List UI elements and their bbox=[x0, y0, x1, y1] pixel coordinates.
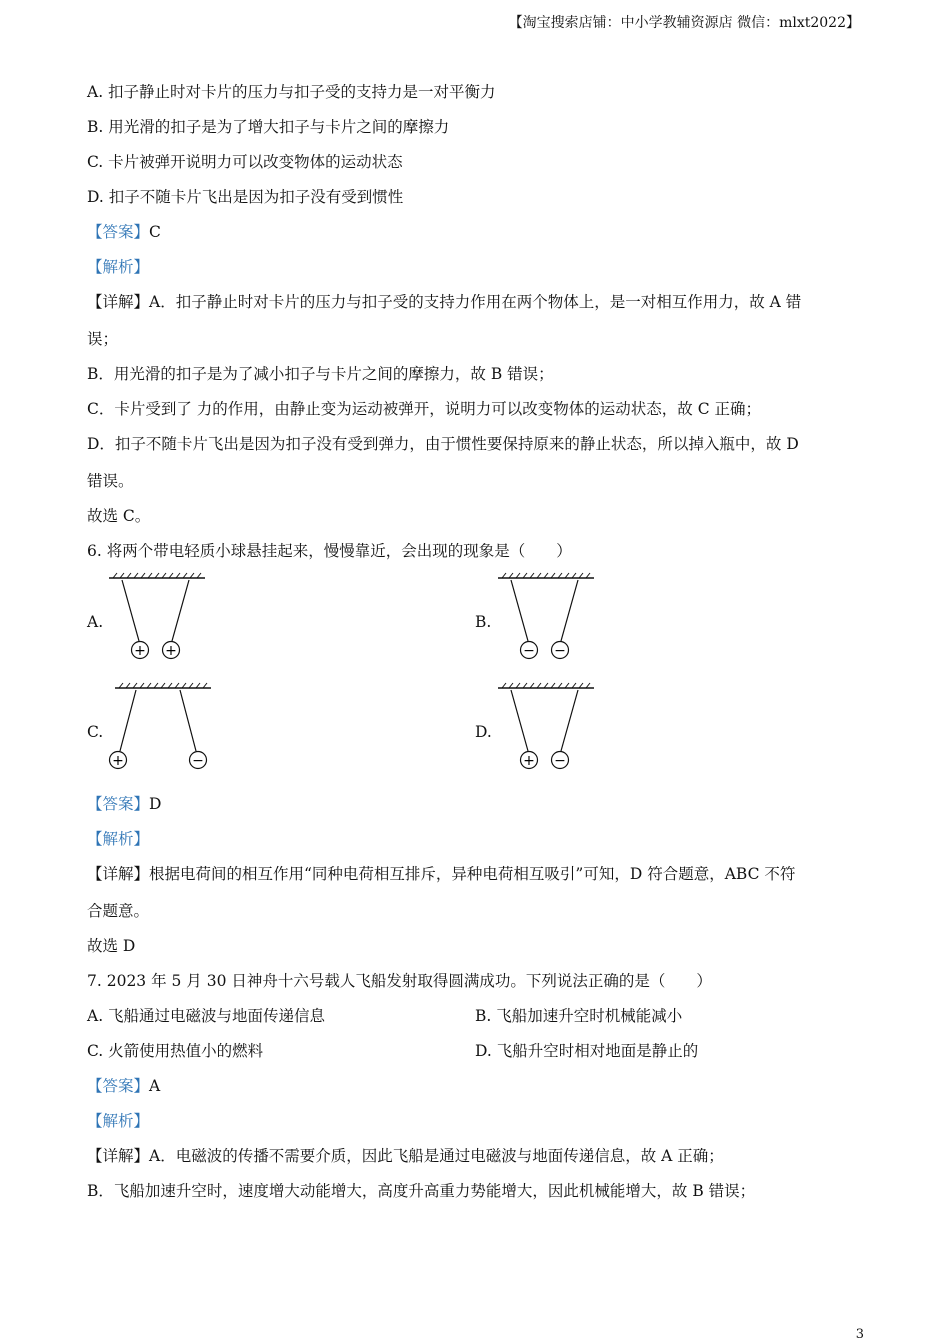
answer-tag: 【答案】 bbox=[87, 1077, 150, 1095]
page-number: 3 bbox=[855, 1327, 864, 1342]
q7-option-a: A. 飞船通过电磁波与地面传递信息 bbox=[87, 1007, 326, 1025]
q5-conclusion: 故选 C。 bbox=[87, 507, 151, 525]
q7-detail-line: 【详解】A．电磁波的传播不需要介质，因此飞船是通过电磁波与地面传递信息，故 A 正确； bbox=[87, 1147, 724, 1165]
q5-analysis-tag: 【解析】 bbox=[87, 258, 150, 276]
q7-option-b: B. 飞船加速升空时机械能减小 bbox=[475, 1007, 683, 1025]
q5-detail-line: B．用光滑的扣子是为了减小扣子与卡片之间的摩擦力，故 B 错误； bbox=[87, 365, 554, 383]
answer-tag: 【答案】 bbox=[87, 223, 150, 241]
q6-figure-label-b: B. bbox=[475, 613, 492, 631]
q7-analysis-tag: 【解析】 bbox=[87, 1112, 150, 1130]
q6-conclusion: 故选 D bbox=[87, 937, 136, 955]
answer-value: D bbox=[149, 795, 162, 813]
q5-detail-line: 【详解】A．扣子静止时对卡片的压力与扣子受的支持力作用在两个物体上，是一对相互作用力，故 A 错 bbox=[87, 293, 802, 311]
q6-answer bbox=[87, 794, 161, 814]
charge-sign: + bbox=[165, 643, 177, 659]
charge-sign: + bbox=[134, 643, 146, 659]
charge-sign: − bbox=[554, 643, 566, 659]
q6-stem: 6. 将两个带电轻质小球悬挂起来，慢慢靠近，会出现的现象是（ ） bbox=[87, 542, 572, 560]
charge-sign: − bbox=[554, 753, 566, 769]
q5-option-c: C. 卡片被弹开说明力可以改变物体的运动状态 bbox=[87, 153, 403, 171]
q6-analysis-tag: 【解析】 bbox=[87, 830, 150, 848]
answer-tag: 【答案】 bbox=[87, 795, 150, 813]
q6-figure-label-a: A. bbox=[87, 613, 104, 631]
q6-detail-line: 合题意。 bbox=[87, 902, 150, 920]
q5-detail-line: 误； bbox=[87, 330, 119, 348]
q7-option-d: D. 飞船升空时相对地面是静止的 bbox=[475, 1042, 699, 1060]
q5-detail-line: D．扣子不随卡片飞出是因为扣子没有受到弹力，由于惯性要保持原来的静止状态，所以掉入瓶中，故 D bbox=[87, 435, 799, 453]
q5-detail-line: 错误。 bbox=[87, 472, 134, 490]
charge-sign: − bbox=[523, 643, 535, 659]
charge-sign: + bbox=[112, 753, 124, 769]
q7-option-c: C. 火箭使用热值小的燃料 bbox=[87, 1042, 264, 1060]
answer-value: A bbox=[149, 1077, 161, 1095]
q6-figure-label-d: D. bbox=[475, 723, 492, 741]
q5-option-d: D. 扣子不随卡片飞出是因为扣子没有受到惯性 bbox=[87, 188, 404, 206]
q6-figure-a bbox=[105, 570, 215, 665]
q6-figure-b bbox=[494, 570, 604, 665]
charge-sign: + bbox=[523, 753, 535, 769]
q7-answer bbox=[87, 1076, 160, 1096]
charge-sign: − bbox=[192, 753, 204, 769]
q7-detail-line: B．飞船加速升空时，速度增大动能增大，高度升高重力势能增大，因此机械能增大，故 B 错误； bbox=[87, 1182, 756, 1200]
q5-answer bbox=[87, 222, 161, 242]
q7-stem: 7. 2023 年 5 月 30 日神舟十六号载人飞船发射取得圆满成功。下列说法正确的是（ ） bbox=[87, 972, 712, 990]
q6-figure-d bbox=[494, 680, 604, 775]
answer-value: C bbox=[149, 223, 161, 241]
q6-figure-c bbox=[105, 680, 225, 775]
q5-option-b: B. 用光滑的扣子是为了增大扣子与卡片之间的摩擦力 bbox=[87, 118, 450, 136]
q6-detail-line: 【详解】根据电荷间的相互作用“同种电荷相互排斥，异种电荷相互吸引”可知，D 符合题意，ABC 不符 bbox=[87, 865, 796, 883]
q5-option-a: A. 扣子静止时对卡片的压力与扣子受的支持力是一对平衡力 bbox=[87, 83, 496, 101]
page-header: 【淘宝搜索店铺：中小学教辅资源店 微信：mlxt2022】 bbox=[508, 15, 860, 31]
q6-figure-label-c: C. bbox=[87, 723, 104, 741]
q5-detail-line: C．卡片受到了 力的作用，由静止变为运动被弹开，说明力可以改变物体的运动状态，故 C 正确； bbox=[87, 400, 762, 418]
